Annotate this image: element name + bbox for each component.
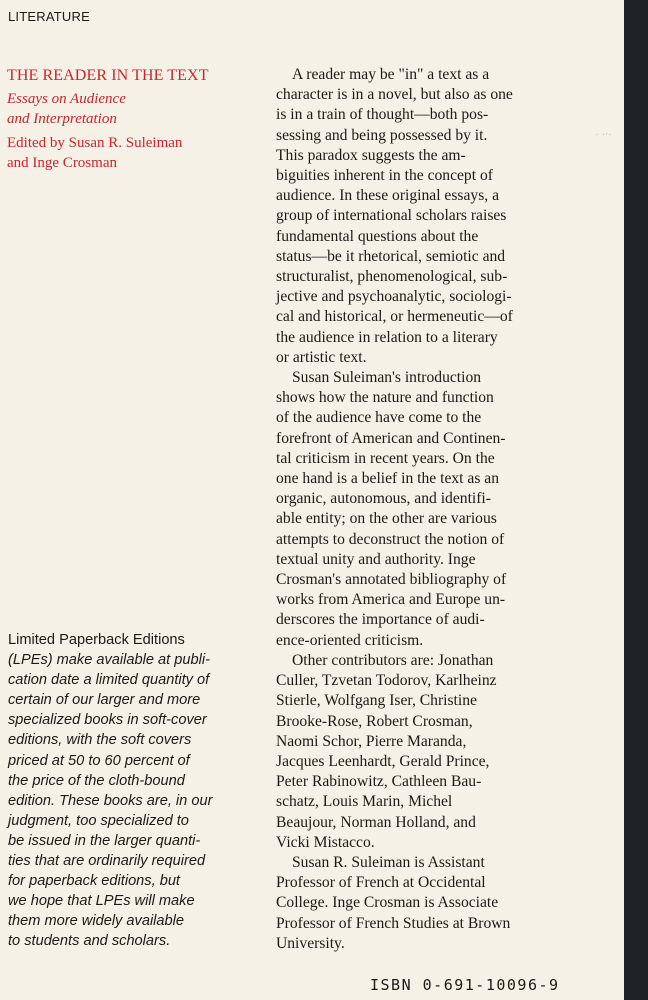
description-line: shows how the nature and function bbox=[276, 389, 494, 407]
description-line: attempts to deconstruct the notion of bbox=[276, 530, 505, 548]
description-line: structuralist, phenomenological, sub- bbox=[276, 268, 508, 286]
spine-edge bbox=[624, 0, 648, 1000]
category-label: LITERATURE bbox=[8, 9, 90, 24]
description-line: Susan R. Suleiman is Assistant bbox=[292, 853, 485, 871]
description-line: is in a train of thought—both pos- bbox=[276, 106, 489, 124]
description-line: Susan Suleiman's introduction bbox=[292, 369, 482, 387]
description-line: Stierle, Wolfgang Iser, Christine bbox=[276, 692, 477, 710]
lpe-note-line: the price of the cloth-bound bbox=[8, 772, 185, 789]
lpe-note-line: ties that are ordinarily required bbox=[8, 853, 206, 870]
lpe-note-line: them more widely available bbox=[8, 913, 185, 930]
description-line: Professor of French at Occidental bbox=[276, 874, 486, 892]
description-line: derscores the importance of audi- bbox=[276, 611, 485, 629]
book-description bbox=[276, 65, 606, 954]
description-line: jective and psychoanalytic, sociologi- bbox=[276, 288, 512, 306]
description-paragraph bbox=[276, 651, 606, 853]
book-editors: Edited by Susan R. Suleiman and Inge Crosman bbox=[7, 135, 183, 171]
lpe-note-line: to students and scholars. bbox=[8, 933, 171, 950]
description-line: Peter Rabinowitz, Cathleen Bau- bbox=[276, 773, 482, 791]
isbn-number: ISBN 0-691-10096-9 bbox=[370, 976, 560, 994]
lpe-note-body bbox=[8, 650, 270, 951]
lpe-note bbox=[8, 630, 270, 952]
description-line: Culler, Tzvetan Todorov, Karlheinz bbox=[276, 672, 497, 690]
description-line: biguities inherent in the concept of bbox=[276, 167, 493, 185]
lpe-note-line: certain of our larger and more bbox=[8, 692, 201, 709]
lpe-note-first-line: Limited Paperback Editions bbox=[8, 632, 185, 648]
description-line: cal and historical, or hermeneutic—of bbox=[276, 308, 513, 326]
description-paragraph bbox=[276, 368, 606, 651]
description-line: group of international scholars raises bbox=[276, 207, 507, 225]
description-line: A reader may be "in" a text as a bbox=[292, 66, 490, 83]
description-line: College. Inge Crosman is Associate bbox=[276, 894, 499, 912]
description-line: status—be it rhetorical, semiotic and bbox=[276, 247, 506, 265]
description-line: Naomi Schor, Pierre Maranda, bbox=[276, 732, 467, 750]
description-line: schatz, Louis Marin, Michel bbox=[276, 793, 453, 811]
description-line: Professor of French Studies at Brown bbox=[276, 914, 511, 932]
lpe-note-line: specialized books in soft-cover bbox=[8, 712, 207, 729]
description-line: This paradox suggests the am- bbox=[276, 146, 466, 164]
lpe-note-line: priced at 50 to 60 percent of bbox=[8, 752, 190, 769]
lpe-note-line: editions, with the soft covers bbox=[8, 732, 192, 749]
description-line: textual unity and authority. Inge bbox=[276, 550, 476, 568]
description-line: Crosman's annotated bibliography of bbox=[276, 571, 507, 589]
book-title: THE READER IN THE TEXT bbox=[7, 67, 209, 84]
description-line: Other contributors are: Jonathan bbox=[292, 651, 494, 669]
description-line: or artistic text. bbox=[276, 348, 367, 366]
description-line: fundamental questions about the bbox=[276, 227, 479, 245]
lpe-note-line: edition. These books are, in our bbox=[8, 792, 213, 809]
lpe-note-line: we hope that LPEs will make bbox=[8, 893, 195, 910]
lpe-note-line: (LPEs) make available at publi- bbox=[8, 652, 210, 669]
description-line: tal criticism in recent years. On the bbox=[276, 449, 495, 467]
description-line: the audience in relation to a literary bbox=[276, 328, 498, 346]
description-line: Vicki Mistacco. bbox=[276, 833, 375, 851]
description-line: of the audience have come to the bbox=[276, 409, 482, 427]
description-line: sessing and being possessed by it. bbox=[276, 126, 488, 144]
book-subtitle: Essays on Audience and Interpretation bbox=[7, 91, 126, 127]
book-heading bbox=[7, 66, 262, 173]
description-line: Beaujour, Norman Holland, and bbox=[276, 813, 476, 831]
description-paragraph bbox=[276, 853, 606, 954]
paper-speck: · ·ˑ· bbox=[596, 131, 613, 139]
description-line: one hand is a belief in the text as an bbox=[276, 470, 500, 488]
lpe-note-line: be issued in the larger quanti- bbox=[8, 832, 201, 849]
description-line: University. bbox=[276, 934, 345, 952]
description-line: ence-oriented criticism. bbox=[276, 631, 424, 649]
description-paragraph bbox=[276, 65, 606, 368]
lpe-note-line: cation date a limited quantity of bbox=[8, 672, 210, 689]
description-line: Jacques Leenhardt, Gerald Prince, bbox=[276, 752, 490, 770]
description-line: able entity; on the other are various bbox=[276, 510, 497, 528]
description-line: works from America and Europe un- bbox=[276, 591, 506, 609]
description-line: organic, autonomous, and identifi- bbox=[276, 490, 491, 508]
description-line: character is in a novel, but also as one bbox=[276, 86, 513, 104]
description-line: Brooke-Rose, Robert Crosman, bbox=[276, 712, 473, 730]
lpe-note-line: judgment, too specialized to bbox=[8, 812, 189, 829]
description-line: forefront of American and Continen- bbox=[276, 429, 506, 447]
lpe-note-line: for paperback editions, but bbox=[8, 873, 180, 890]
description-line: audience. In these original essays, a bbox=[276, 187, 499, 205]
